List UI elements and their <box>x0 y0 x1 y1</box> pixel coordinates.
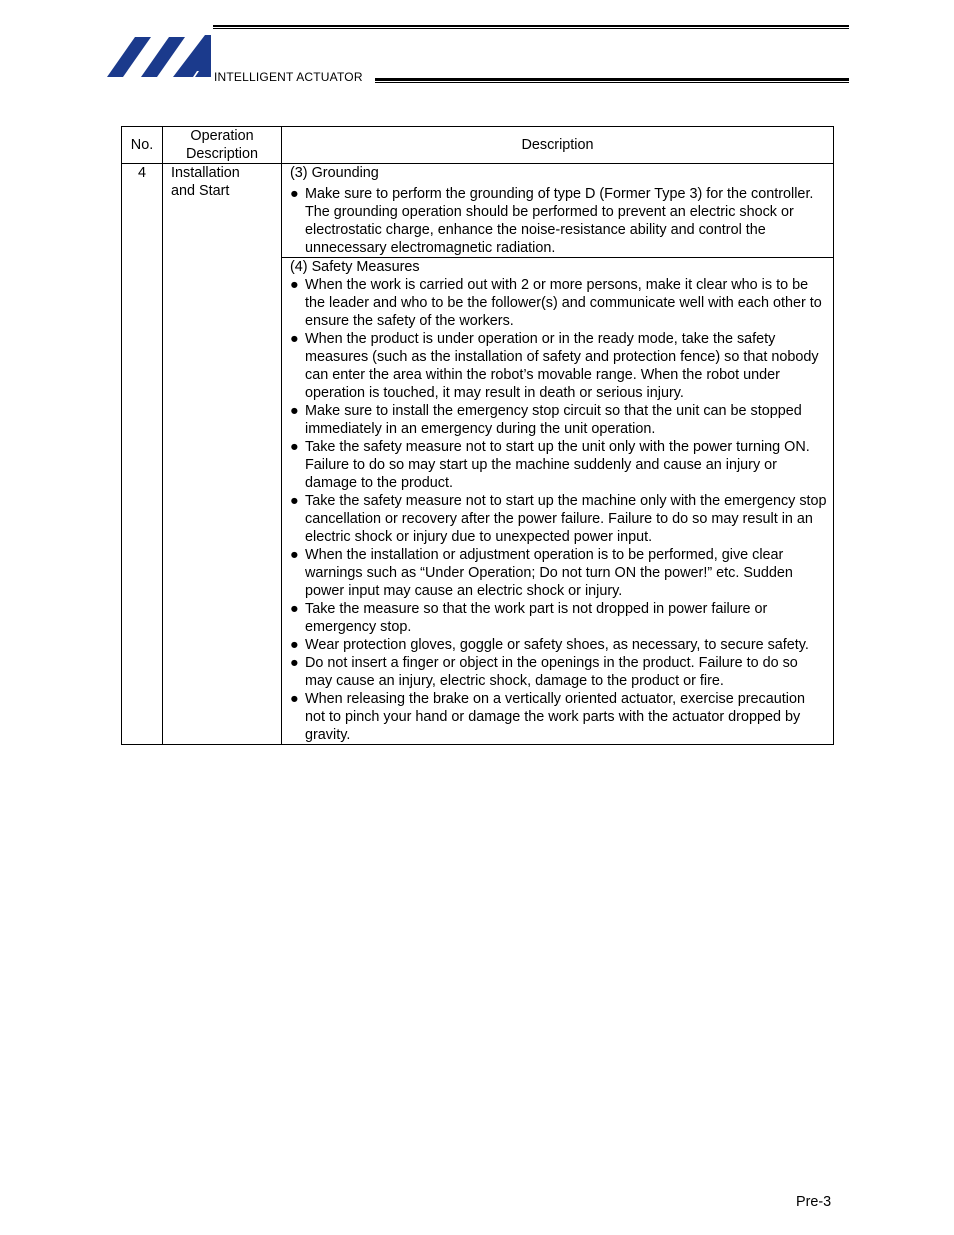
bullet-icon: ● <box>290 601 299 617</box>
list-item-text: Take the safety measure not to start up the unit only with the power turning ON. Failure to do so may start up the machine suddenly and cause an injury or damage to the product. <box>305 439 810 491</box>
list-item <box>290 185 827 257</box>
list-item-text: When the work is carried out with 2 or more persons, make it clear who is to be the leader and who to be the follower(s) and communicate well with each other to ensure the safety of the workers. <box>305 277 822 329</box>
list-item <box>290 600 827 636</box>
list-item-text: When the product is under operation or in the ready mode, take the safety measures (such as the installation of safety and protection fence) so that nobody can enter the area within the robot’s movable range. When the robot under operation is touched, it may result in death or serious injury. <box>305 331 819 401</box>
bullet-icon: ● <box>290 331 299 347</box>
list-item <box>290 330 827 402</box>
grounding-title: (3) Grounding <box>290 165 379 181</box>
safety-title: (4) Safety Measures <box>290 259 420 275</box>
bullet-icon: ● <box>290 186 299 202</box>
header-operation <box>163 127 282 164</box>
header-operation-line2: Description <box>186 146 258 162</box>
table-row <box>122 164 834 258</box>
list-item-text: Take the safety measure not to start up the machine only with the emergency stop cancellation or recovery after the power failure. Failure to do so may result in an electric shock or injury due to unexpected power input. <box>305 493 827 545</box>
grounding-bullets <box>290 185 827 257</box>
bullet-icon: ● <box>290 655 299 671</box>
bullet-icon: ● <box>290 493 299 509</box>
iai-logo <box>107 33 211 79</box>
safety-bullets <box>290 276 827 744</box>
table-header-row <box>122 127 834 164</box>
list-item <box>290 492 827 546</box>
header-top-rule <box>213 25 849 29</box>
row-operation-line2: and Start <box>171 183 230 199</box>
grounding-section <box>282 164 834 258</box>
header-no: No. <box>122 127 163 164</box>
list-item-text: Make sure to perform the grounding of type D (Former Type 3) for the controller. The grounding operation should be performed to prevent an electric shock or electrostatic charge, enhance the noise-resistance ability and control the unnecessary electromagnetic radiation. <box>305 186 814 256</box>
bullet-icon: ● <box>290 691 299 707</box>
bullet-icon: ● <box>290 439 299 455</box>
row-operation-line1: Installation <box>171 165 240 181</box>
list-item <box>290 438 827 492</box>
row-number: 4 <box>122 164 163 745</box>
list-item <box>290 402 827 438</box>
header-right-rule <box>375 78 849 83</box>
operation-table <box>121 126 834 745</box>
list-item-text: Take the measure so that the work part is not dropped in power failure or emergency stop. <box>305 601 768 635</box>
list-item <box>290 276 827 330</box>
page-number: Pre-3 <box>796 1194 832 1210</box>
bullet-icon: ● <box>290 637 299 653</box>
list-item <box>290 654 827 690</box>
header-description: Description <box>282 127 834 164</box>
list-item <box>290 636 827 654</box>
list-item <box>290 690 827 744</box>
list-item-text: When the installation or adjustment operation is to be performed, give clear warnings such as “Under Operation; Do not turn ON the power!” etc. Sudden power input may cause an electric shock or injury. <box>305 547 793 599</box>
list-item <box>290 546 827 600</box>
bullet-icon: ● <box>290 547 299 563</box>
bullet-icon: ● <box>290 403 299 419</box>
list-item-text: Wear protection gloves, goggle or safety shoes, as necessary, to secure safety. <box>305 637 809 653</box>
row-operation <box>163 164 282 745</box>
list-item-text: Make sure to install the emergency stop circuit so that the unit can be stopped immediately in an emergency during the unit operation. <box>305 403 802 437</box>
list-item-text: Do not insert a finger or object in the openings in the product. Failure to do so may cause an injury, electric shock, damage to the product or fire. <box>305 655 798 689</box>
bullet-icon: ● <box>290 277 299 293</box>
safety-section <box>282 258 834 745</box>
header-operation-line1: Operation <box>190 128 254 144</box>
list-item-text: When releasing the brake on a vertically oriented actuator, exercise precaution not to pinch your hand or damage the work parts with the actuator dropped by gravity. <box>305 691 805 743</box>
brand-text: INTELLIGENT ACTUATOR <box>214 70 363 84</box>
